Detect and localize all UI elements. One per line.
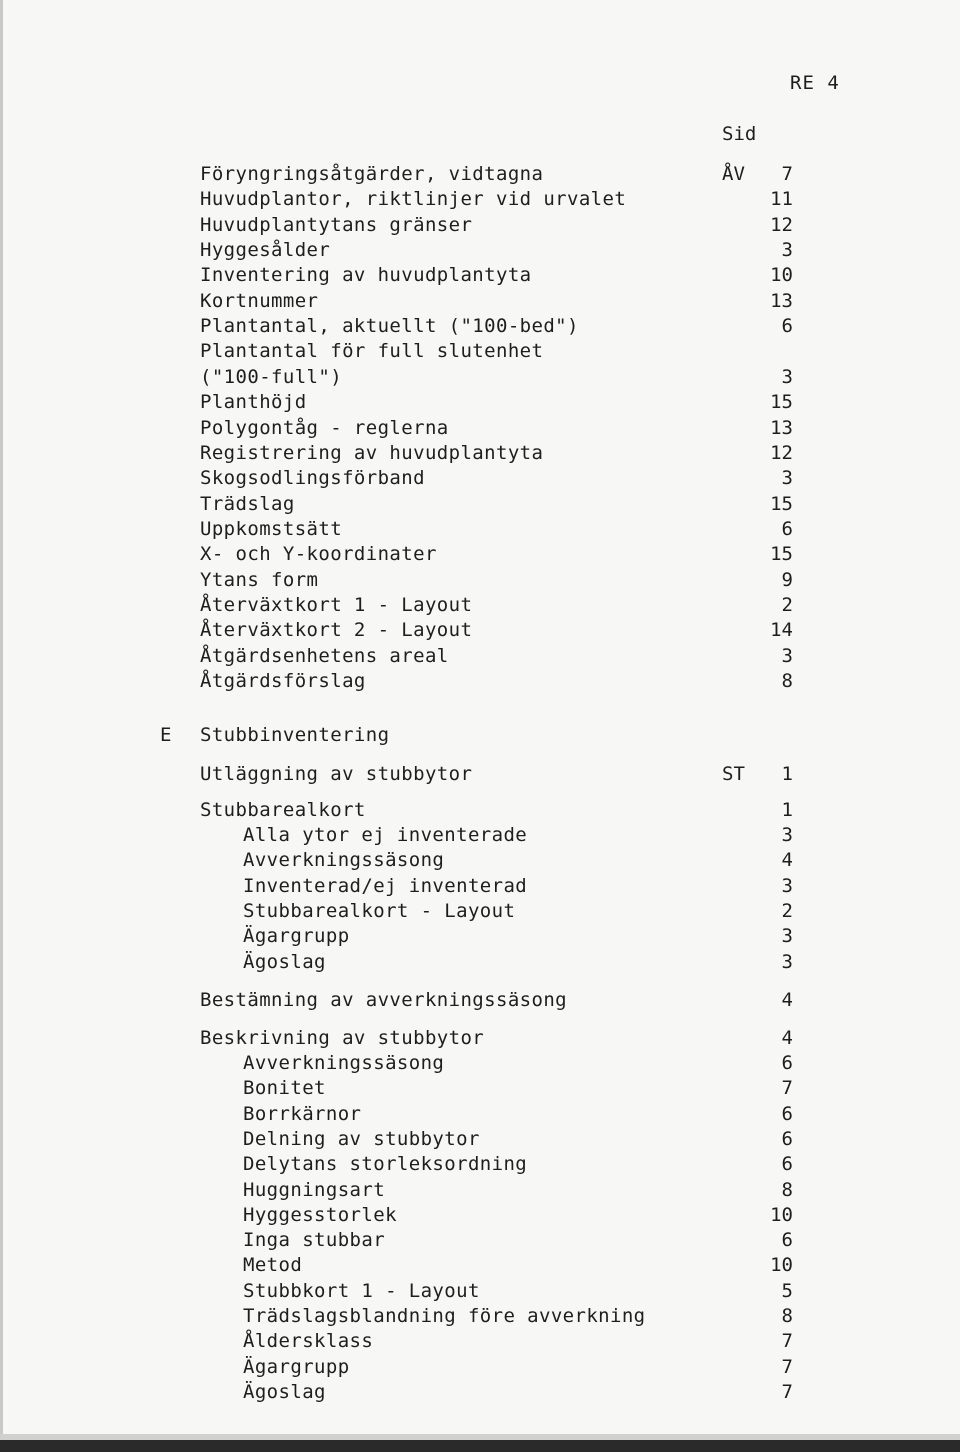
index-label: Ägargrupp xyxy=(243,925,350,948)
index-row xyxy=(0,542,960,566)
index-page: 3 xyxy=(781,365,793,388)
index-label: Delning av stubbytor xyxy=(243,1127,480,1150)
index-row xyxy=(0,924,960,948)
index-row xyxy=(0,416,960,440)
index-page: 3 xyxy=(781,925,793,948)
index-label: Ägoslag xyxy=(243,950,326,973)
index-row xyxy=(0,441,960,465)
index-page: 2 xyxy=(781,593,793,616)
index-row xyxy=(0,1355,960,1379)
index-label: Alla ytor ej inventerade xyxy=(243,824,528,846)
index-label: Ytans form xyxy=(200,568,319,591)
index-row xyxy=(0,365,960,389)
index-row xyxy=(0,950,960,974)
index-page: 8 xyxy=(781,1305,793,1327)
index-page: 6 xyxy=(781,315,793,338)
section-title-row xyxy=(0,723,960,747)
index-page: 1 xyxy=(781,799,793,821)
index-page: 7 xyxy=(781,1330,793,1353)
index-label: Avverkningssäsong xyxy=(243,849,445,872)
index-page: 10 xyxy=(770,1254,793,1277)
index-row xyxy=(0,1228,960,1252)
index-page: 4 xyxy=(781,989,793,1011)
index-page: 6 xyxy=(781,517,793,540)
section-marker: E xyxy=(160,724,172,746)
index-row xyxy=(0,593,960,617)
index-label: Hyggesstorlek xyxy=(243,1203,397,1226)
index-prefix: ÅV xyxy=(722,163,745,185)
index-row xyxy=(0,1051,960,1075)
index-row xyxy=(0,988,960,1012)
index-page: 6 xyxy=(781,1153,793,1176)
index-label: ("100-full") xyxy=(200,365,343,388)
index-prefix: ST xyxy=(722,763,745,785)
index-row xyxy=(0,213,960,237)
index-label: Huggningsart xyxy=(243,1178,386,1201)
index-label: Kortnummer xyxy=(200,289,319,312)
index-page: 12 xyxy=(770,213,793,236)
index-page: 6 xyxy=(781,1127,793,1150)
index-label: Utläggning av stubbytor xyxy=(200,763,473,785)
index-label: Stubbarealkort - Layout xyxy=(243,899,516,922)
index-label: Registrering av huvudplantyta xyxy=(200,441,544,464)
index-label: Återväxtkort 1 - Layout xyxy=(200,593,473,616)
index-page: 4 xyxy=(781,1027,793,1049)
index-page: 6 xyxy=(781,1102,793,1125)
index-page: 13 xyxy=(770,289,793,312)
index-page: 7 xyxy=(781,163,793,185)
index-page: 3 xyxy=(781,824,793,846)
index-row xyxy=(0,492,960,516)
index-label: Föryngringsåtgärder, vidtagna xyxy=(200,163,544,185)
index-page: 5 xyxy=(781,1279,793,1302)
index-row xyxy=(0,1279,960,1303)
index-page: 10 xyxy=(770,1203,793,1226)
section-title: Stubbinventering xyxy=(200,724,390,746)
index-row xyxy=(0,798,960,822)
index-row xyxy=(0,263,960,287)
index-label: Åldersklass xyxy=(243,1330,374,1353)
index-row xyxy=(0,1076,960,1100)
index-label: Återväxtkort 2 - Layout xyxy=(200,619,473,642)
index-page: 8 xyxy=(781,1178,793,1201)
index-row xyxy=(0,517,960,541)
index-label: Plantantal för full slutenhet xyxy=(200,340,544,363)
index-label: Avverkningssäsong xyxy=(243,1052,445,1074)
index-label: Inga stubbar xyxy=(243,1229,386,1252)
index-row xyxy=(0,1380,960,1404)
index-page: 12 xyxy=(770,441,793,464)
index-label: Beskrivning av stubbytor xyxy=(200,1027,485,1049)
index-row xyxy=(0,1329,960,1353)
index-page: 7 xyxy=(781,1077,793,1100)
index-label: Huvudplantytans gränser xyxy=(200,213,473,236)
index-page: 3 xyxy=(781,467,793,490)
index-label: Metod xyxy=(243,1254,303,1277)
index-page: 8 xyxy=(781,670,793,692)
index-label: Ägoslag xyxy=(243,1380,326,1403)
index-page: 7 xyxy=(781,1355,793,1378)
index-label: Plantantal, aktuellt ("100-bed") xyxy=(200,315,579,338)
index-page: 3 xyxy=(781,950,793,973)
scan-edge xyxy=(0,1440,960,1452)
index-label: Trädslag xyxy=(200,492,295,515)
index-page: 2 xyxy=(781,899,793,922)
index-page: 3 xyxy=(781,239,793,262)
index-page: 13 xyxy=(770,416,793,439)
index-label: Delytans storleksordning xyxy=(243,1153,528,1176)
index-label: Inventerad/ej inventerad xyxy=(243,874,528,897)
index-row xyxy=(0,874,960,898)
index-page: 15 xyxy=(770,543,793,566)
index-label: Åtgärdsförslag xyxy=(200,670,366,692)
index-label: Polygontåg - reglerna xyxy=(200,416,449,439)
index-row xyxy=(0,314,960,338)
index-page: 15 xyxy=(770,391,793,414)
index-row xyxy=(0,568,960,592)
index-row xyxy=(0,1127,960,1151)
index-row xyxy=(0,187,960,211)
index-row xyxy=(0,823,960,847)
index-row xyxy=(0,339,960,363)
index-page: 6 xyxy=(781,1229,793,1252)
index-label: Bonitet xyxy=(243,1077,326,1100)
index-row xyxy=(0,899,960,923)
index-row xyxy=(0,1102,960,1126)
index-page: 3 xyxy=(781,644,793,667)
index-page: 3 xyxy=(781,874,793,897)
index-page: 10 xyxy=(770,264,793,287)
index-row xyxy=(0,1203,960,1227)
index-row xyxy=(0,618,960,642)
index-page: 1 xyxy=(781,763,793,785)
index-label: X- och Y-koordinater xyxy=(200,543,437,566)
index-page: 15 xyxy=(770,492,793,515)
index-label: Skogsodlingsförband xyxy=(200,467,425,490)
index-page: 7 xyxy=(781,1380,793,1403)
index-label: Åtgärdsenhetens areal xyxy=(200,644,449,667)
index-page: 11 xyxy=(770,188,793,211)
index-page: 9 xyxy=(781,568,793,591)
index-row xyxy=(0,1152,960,1176)
index-row xyxy=(0,466,960,490)
index-row xyxy=(0,162,960,186)
index-page: 4 xyxy=(781,849,793,872)
index-row xyxy=(0,669,960,693)
index-row xyxy=(0,390,960,414)
index-row xyxy=(0,1026,960,1050)
index-row xyxy=(0,644,960,668)
index-row xyxy=(0,762,960,786)
index-label: Ägargrupp xyxy=(243,1355,350,1378)
index-page: 14 xyxy=(770,619,793,642)
index-page: 6 xyxy=(781,1052,793,1074)
index-label: Uppkomstsätt xyxy=(200,517,343,540)
index-label: Hyggesålder xyxy=(200,239,331,262)
index-row xyxy=(0,238,960,262)
page-column-heading: Sid xyxy=(722,123,757,145)
document-code: RE 4 xyxy=(790,72,840,94)
index-row xyxy=(0,289,960,313)
index-label: Planthöjd xyxy=(200,391,307,414)
index-label: Borrkärnor xyxy=(243,1102,362,1125)
index-label: Huvudplantor, riktlinjer vid urvalet xyxy=(200,188,627,211)
index-label: Stubbkort 1 - Layout xyxy=(243,1279,480,1302)
index-label: Inventering av huvudplantyta xyxy=(200,264,532,287)
index-label: Trädslagsblandning före avverkning xyxy=(243,1305,646,1327)
index-label: Bestämning av avverkningssäsong xyxy=(200,989,568,1011)
index-row xyxy=(0,1253,960,1277)
index-row xyxy=(0,1178,960,1202)
index-label: Stubbarealkort xyxy=(200,799,366,821)
index-row xyxy=(0,1304,960,1328)
index-row xyxy=(0,848,960,872)
